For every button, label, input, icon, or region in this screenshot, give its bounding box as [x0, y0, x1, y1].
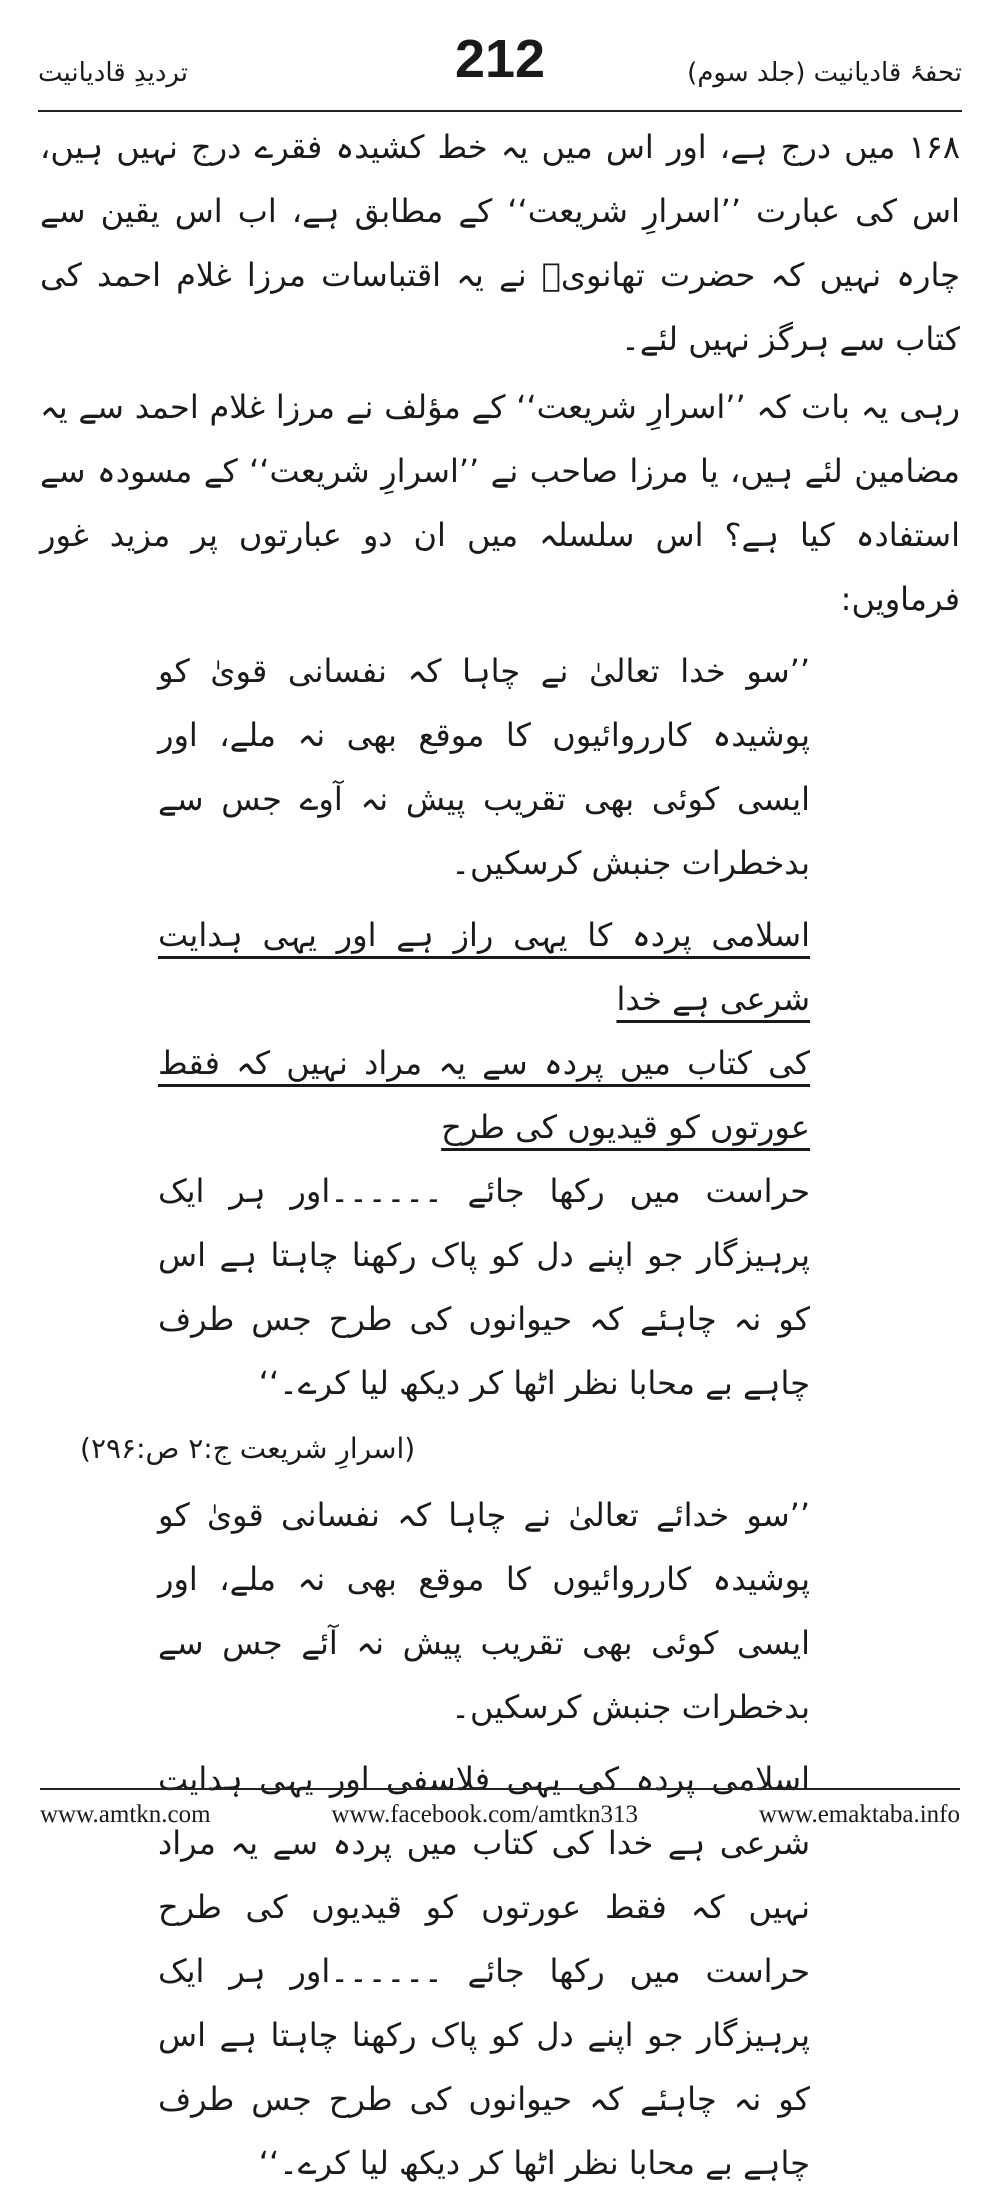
quote-1-part-1: ’’سو خدا تعالیٰ نے چاہا کہ نفسانی قویٰ کو پوشیدہ کارروائیوں کا موقع بھی نہ ملے، اور ایسی کوئی بھی تقریب پیش نہ آوے جس سے بدخطرات جنبش کرسکیں۔ — [158, 652, 810, 882]
page-body — [40, 115, 960, 2195]
quote-2-part-1: ’’سو خدائے تعالیٰ نے چاہا کہ نفسانی قویٰ کو پوشیدہ کارروائیوں کا موقع بھی نہ ملے، اور ایسی کوئی بھی تقریب پیش نہ آئے جس سے بدخطرات جنبش کرسکیں۔ — [158, 1496, 810, 1726]
footer-link-amtkn[interactable]: www.amtkn.com — [40, 1801, 211, 1828]
page-footer — [40, 1788, 960, 1840]
paragraph-2: رہی یہ بات کہ ’’اسرارِ شریعت‘‘ کے مؤلف نے مرزا غلام احمد سے یہ مضامین لئے ہیں، یا مرزا صاحب نے ’’اسرارِ شریعت‘‘ کے مسودہ سے استفادہ کیا ہے؟ اس سلسلہ میں ان دو عبارتوں پر مزید غور فرماویں: — [40, 388, 960, 618]
quote-2-part-2: اسلامی پردہ کی یہی فلاسفی اور یہی ہدایت شرعی ہے خدا کی کتاب میں پردہ سے یہ مراد نہیں کہ فقط عورتوں کو قیدیوں کی طرح حراست میں رکھا جائے ۔۔۔۔۔۔اور ہر ایک پرہیزگار جو اپنے دل کو پاک رکھنا چاہتا ہے اس کو نہ چاہئے کہ حیوانوں کی طرح جس طرف چاہے بے محابا نظر اٹھا کر دیکھ لیا کرے۔‘‘ — [158, 1760, 810, 2182]
footer-link-facebook[interactable]: www.facebook.com/amtkn313 — [331, 1801, 639, 1828]
section-title: تردیدِ قادیانیت — [38, 58, 189, 88]
page-number: 212 — [454, 29, 546, 89]
page-header — [38, 20, 962, 112]
quote-1-underlined-line-2: کی کتاب میں پردہ سے یہ مراد نہیں کہ فقط عورتوں کو قیدیوں کی طرح — [158, 1044, 810, 1146]
quote-1-citation: (اسرارِ شریعت ج:۲ ص:۲۹۶) — [80, 1432, 416, 1465]
paragraph-1: ۱۶۸ میں درج ہے، اور اس میں یہ خط کشیدہ فقرے درج نہیں ہیں، اس کی عبارت ’’اسرارِ شریعت‘‘ کے مطابق ہے، اب اس یقین سے چارہ نہیں کہ حضرت تھانویؒ نے یہ اقتباسات مرزا غلام احمد کی کتاب سے ہرگز نہیں لئے۔ — [40, 128, 960, 358]
quote-1-underlined-line-1: اسلامی پردہ کا یہی راز ہے اور یہی ہدایت شرعی ہے خدا — [158, 916, 810, 1018]
footer-link-emaktaba[interactable]: www.emaktaba.info — [758, 1801, 960, 1828]
book-title: تحفۂ قادیانیت (جلد سوم) — [687, 58, 962, 88]
quote-1-part-2: حراست میں رکھا جائے ۔۔۔۔۔۔اور ہر ایک پرہیزگار جو اپنے دل کو پاک رکھنا چاہتا ہے اس کو نہ چاہئے کہ حیوانوں کی طرح جس طرف چاہے بے محابا نظر اٹھا کر دیکھ لیا کرے۔‘‘ — [158, 1172, 810, 1402]
